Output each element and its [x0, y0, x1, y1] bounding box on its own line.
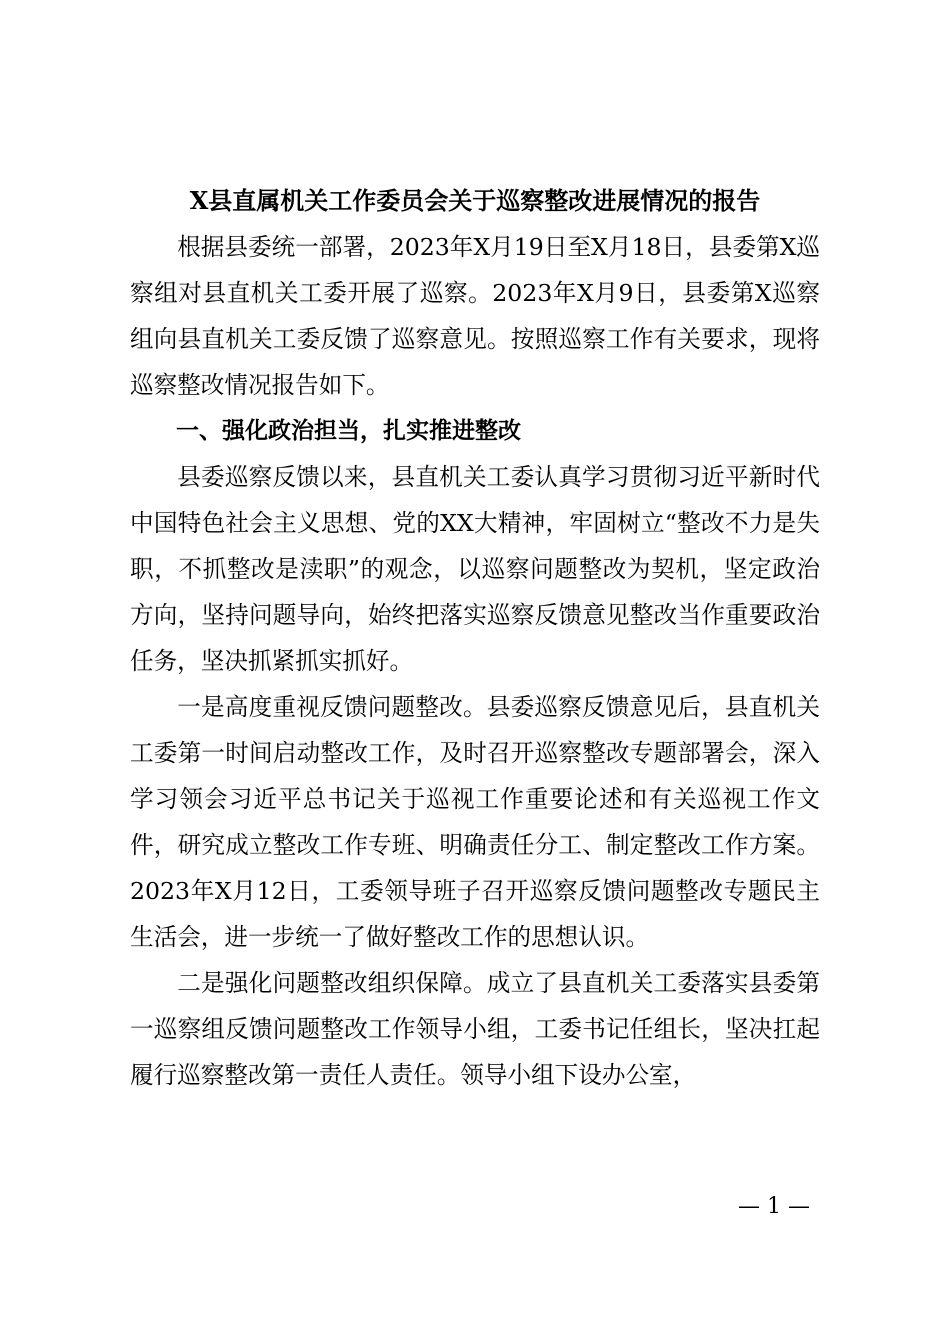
section-1-paragraph: 县委巡察反馈以来，县直机关工委认真学习贯彻习近平新时代中国特色社会主义思想、党的XX大精神，牢固树立“整改不力是失职，不抓整改是渎职”的观念，以巡察问题整改为契机，坚定政治方向，坚持问题导向，始终把落实巡察反馈意见整改当作重要政治任务，坚决抓紧抓实抓好。 [130, 463, 820, 675]
section-heading-1: 一、强化政治担当，扎实推进整改 [176, 418, 521, 444]
document-body [130, 178, 820, 1098]
page-number: — 1 — [738, 1194, 810, 1219]
point-2-paragraph: 二是强化问题整改组织保障。成立了县直机关工委落实县委第一巡察组反馈问题整改工作领导小组，工委书记任组长，坚决扛起履行巡察整改第一责任人责任。领导小组下设办公室， [130, 969, 820, 1089]
document-title: X县直属机关工作委员会关于巡察整改进展情况的报告 [189, 186, 761, 215]
point-1-paragraph: 一是高度重视反馈问题整改。县委巡察反馈意见后，县直机关工委第一时间启动整改工作，及时召开巡察整改专题部署会，深入学习领会习近平总书记关于巡视工作重要论述和有关巡视工作文件，研究成立整改工作专班、明确责任分工、制定整改工作方案。2023年X月12日，工委领导班子召开巡察反馈问题整改专题民主生活会，进一步统一了做好整改工作的思想认识。 [130, 693, 820, 951]
intro-paragraph: 根据县委统一部署，2023年X月19日至X月18日，县委第X巡察组对县直机关工委开展了巡察。2023年X月9日，县委第X巡察组向县直机关工委反馈了巡察意见。按照巡察工作有关要求，现将巡察整改情况报告如下。 [130, 233, 820, 399]
